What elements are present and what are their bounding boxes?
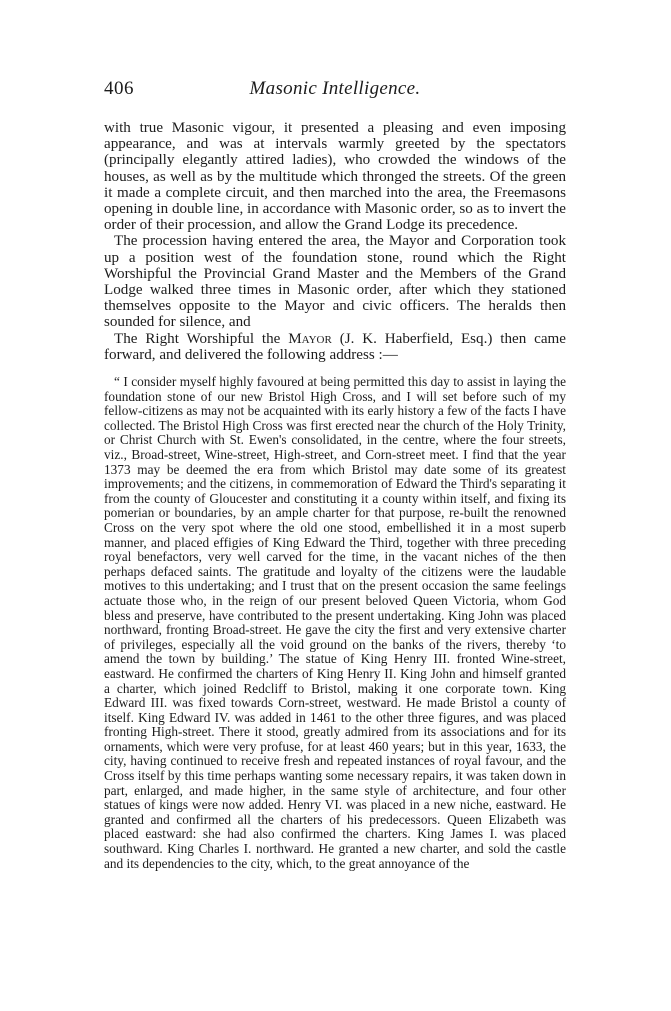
address-paragraph: “ I consider myself highly favoured at being permitted this day to assist in laying the foundation stone of our new Bristol High Cross, and I will set before such of my fellow-citizens as may not be acquainted with its early history a few of the facts I have collected. The Bristol High Cross was first erected near the church of the Holy Trinity, or Christ Church with St. Ewen's consolidated, in the centre, where the four streets, viz., Broad-street, Wine-street, High-street, and Corn-street meet. I find that the year 1373 may be deemed the era from which Bristol may date some of its greatest improvements; and the citizens, in commemoration of Edward the Third's separating it from the county of Gloucester and constituting it a county within itself, and fixing its pomerian or boundaries, by an ample charter for that purpose, re-built the renowned Cross on the very spot where the old one stood, embellished it in a most superb manner, and placed effigies of King Edward the Third, together with three preceding royal benefactors, very well carved for the time, in the vacant niches of the then perhaps defaced saints. The gratitude and loyalty of the citizens were the laudable motives to this undertaking; and I trust that on the present occasion the same feelings actuate those who, in the reign of our present beloved Queen Victoria, whom God bless and preserve, have contributed to the present undertaking. King John was placed northward, fronting Broad-street. He gave the city the first and very extensive charter of privileges, especially all the void ground on the banks of the rivers, thereby ‘to amend the town by building.’ The statue of King Henry III. fronted Wine-street, eastward. He confirmed the charters of King Henry II. King John and himself granted a charter, which joined Redcliff to Bristol, making it one corporate town. King Edward III. was fixed towards Corn-street, westward. He made Bristol a county of itself. King Edward IV. was added in 1461 to the other three figures, and was placed fronting High-street. There it stood, greatly admired from its associations and for its ornaments, which were very profuse, for at least 460 years; but in this year, 1633, the city, having continued to receive fresh and repeated instances of royal favour, and the Cross itself by this time perhaps wanting some necessary repairs, it was taken down in part, enlarged, and made higher, in the same style of architecture, and four other statues of kings were now added. Henry VI. was placed in a new niche, eastward. He granted and confirmed all the charters of his predecessors. Queen Elizabeth was placed eastward: she had also confirmed the charters. King James I. was placed southward. King Charles I. northward. He granted a new charter, and sold the castle and its dependencies to the city, which, to the great annoyance of the bbox=[104, 374, 566, 871]
page-number: 406 bbox=[104, 78, 134, 99]
mayor-address bbox=[104, 375, 566, 871]
document-page bbox=[104, 78, 566, 871]
paragraph-procession-area: The procession having entered the area, the Mayor and Corporation took up a position west of the foundation stone, round which the Right Worshipful the Provincial Grand Master and the Members of the Grand Lodge walked three times in Masonic order, after which they stationed themselves opposite to the Mayor and civic officers. The heralds then sounded for silence, and bbox=[104, 233, 566, 331]
body-text bbox=[104, 120, 566, 363]
paragraph-mayor-intro bbox=[104, 331, 566, 363]
paragraph-procession-green: with true Masonic vigour, it presented a pleasing and even imposing appearance, and was at intervals warmly greeted by the spectators (principally elegantly attired ladies), who crowded the windows of the houses, as well as by the multitude which thronged the streets. Of the green it made a complete circuit, and then marched into the area, the Freemasons opening in double line, in accordance with Masonic order, so as to invert the order of their procession, and allow the Grand Lodge its precedence. bbox=[104, 120, 566, 234]
page-header bbox=[104, 78, 566, 108]
running-title: Masonic Intelligence. bbox=[249, 78, 421, 99]
mayor-intro-after: (J. K. Haberfield, Esq.) then came forward, and delivered the following address :— bbox=[104, 330, 566, 363]
mayor-intro-before: The Right Worshipful the bbox=[114, 330, 281, 347]
mayor-title: Mayor bbox=[288, 330, 332, 347]
